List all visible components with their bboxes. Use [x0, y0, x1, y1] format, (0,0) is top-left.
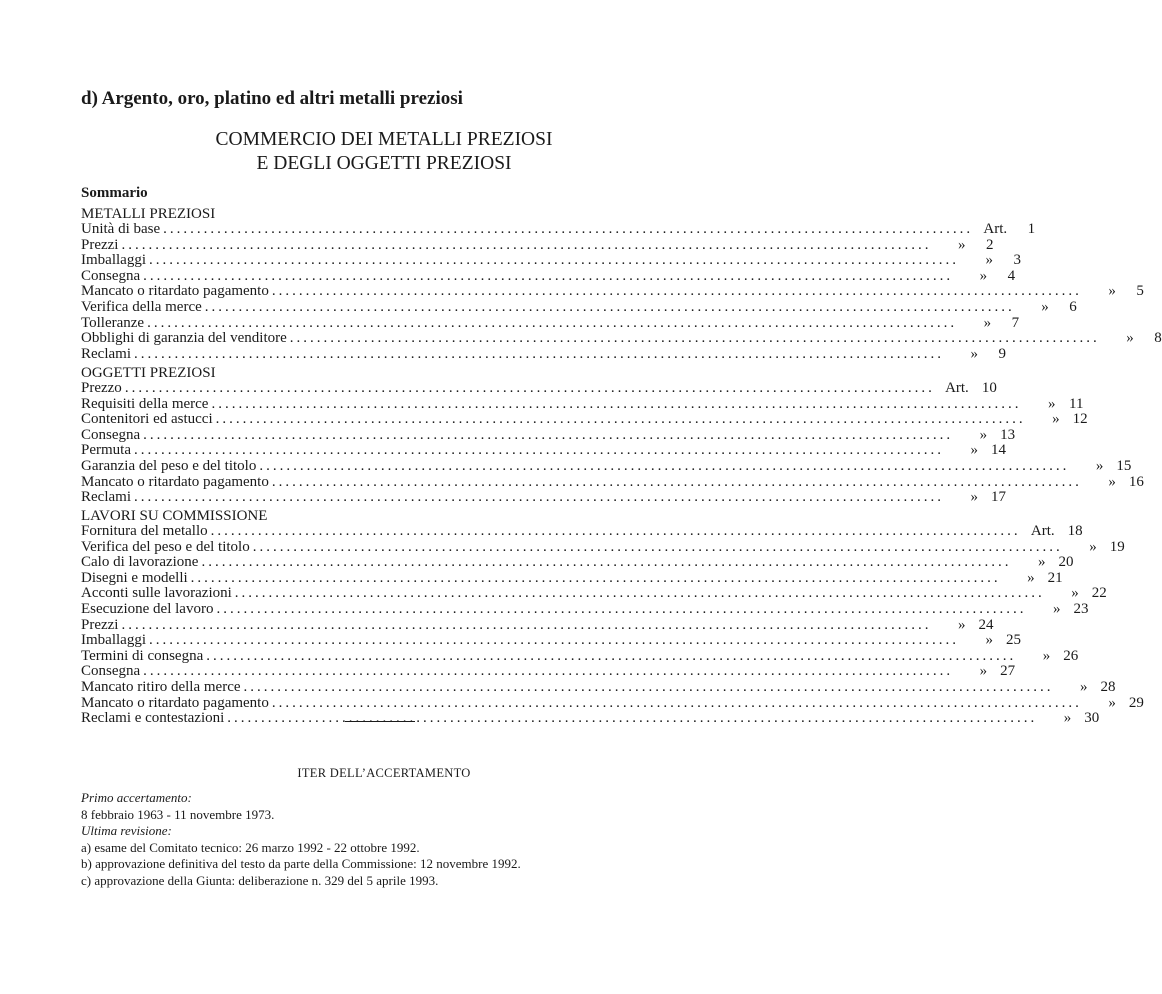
toc-leader-dots: ........................................................................................................................ [271, 283, 1082, 300]
primo-accertamento-label: Primo accertamento: [81, 790, 192, 805]
toc-entry-art: » [1047, 395, 1056, 412]
toc-entry-art: » [1108, 283, 1116, 300]
toc-leader-dots: ........................................................................................................................ [211, 395, 1022, 412]
toc-entry-label: Disegni e modelli [81, 569, 188, 586]
toc-entry-label: Calo di lavorazione [81, 554, 199, 571]
toc-entry-number: 5 [1136, 283, 1144, 300]
toc-entry [81, 616, 994, 634]
toc-entry-label: Unità di base [81, 221, 161, 237]
toc-entry-label: Mancato o ritardato pagamento [81, 283, 269, 300]
toc-list [81, 380, 1144, 506]
toc-entry-label: Verifica della merce [81, 298, 202, 315]
toc-entry-label: Permuta [81, 442, 131, 459]
toc-entry-number: 26 [1063, 647, 1079, 664]
toc-entry-art: Art. [1030, 523, 1055, 539]
toc-entry-art: » [979, 426, 988, 443]
toc-entry-number: 19 [1109, 538, 1125, 555]
toc-entry [81, 473, 1144, 491]
toc-entry [81, 538, 1125, 556]
toc-entry-label: Prezzo [81, 380, 122, 396]
toc-leader-dots: ........................................................................................................................ [134, 442, 944, 459]
toc-entry [81, 345, 1006, 363]
toc-entry-label: Prezzi [81, 236, 119, 253]
toc-entry-art: » [970, 442, 978, 459]
toc-entry [81, 569, 1063, 587]
toc-entry [81, 330, 1162, 347]
toc-leader-dots: ........................................................................................................................ [201, 554, 1012, 571]
section-heading: d) Argento, oro, platino ed altri metalli preziosi [81, 88, 463, 109]
primo-accertamento-value: 8 febbraio 1963 - 11 novembre 1973. [81, 806, 275, 822]
toc-entry [81, 632, 1021, 649]
toc-leader-dots: ........................................................................................................................ [210, 523, 1021, 539]
toc-entry-label: Requisiti della merce [81, 395, 209, 412]
toc-entry [81, 523, 1083, 540]
toc-entry-number: 4 [1007, 267, 1016, 284]
toc-entry-label: Reclami [81, 345, 131, 362]
toc-leader-dots: ........................................................................................................................ [143, 426, 954, 443]
toc-entry-number: 6 [1069, 298, 1077, 315]
toc-entry-number: 20 [1058, 554, 1074, 571]
toc-entry-art: » [1063, 710, 1072, 727]
toc-entry-number: 16 [1128, 473, 1144, 490]
page-title-line-1: COMMERCIO DEI METALLI PREZIOSI [215, 129, 553, 150]
toc-entry [81, 411, 1088, 428]
toc-entry-number: 7 [1011, 314, 1020, 331]
toc-list [81, 523, 1144, 727]
toc-entry-art: » [985, 252, 993, 269]
toc-entry-art: » [1095, 457, 1104, 474]
toc-entry [81, 489, 1006, 506]
toc-entry-label: Mancato o ritardato pagamento [81, 473, 269, 490]
toc-leader-dots: ........................................................................................................................ [147, 314, 958, 331]
toc-entry-number: 11 [1069, 395, 1084, 412]
toc-entry-number: 14 [991, 442, 1006, 459]
toc-entry-number: 23 [1073, 600, 1089, 617]
toc-leader-dots: ........................................................................................................................ [133, 345, 944, 362]
toc-entry-art: » [970, 345, 978, 362]
toc-leader-dots: ........................................................................................................................ [121, 616, 932, 633]
toc-entry-art: » [957, 616, 966, 633]
toc-entry [81, 283, 1144, 300]
toc-entry-art: » [1041, 298, 1049, 315]
toc-entry [81, 252, 1021, 269]
toc-entry-label: Fornitura del metallo [81, 523, 208, 539]
toc-entry-art: » [1042, 647, 1051, 664]
toc-group-title: METALLI PREZIOSI [81, 206, 216, 222]
toc-entry-label: Prezzi [81, 616, 119, 633]
toc-entry-art: » [1052, 600, 1061, 617]
toc-leader-dots: ........................................................................................................................ [206, 647, 1017, 664]
toc-entry-number: 1 [1027, 221, 1036, 237]
toc-entry [81, 585, 1107, 602]
toc-leader-dots: ........................................................................................................................ [252, 538, 1063, 555]
toc-entry-label: Reclami e contestazioni [81, 710, 225, 727]
toc-entry-label: Termini di consegna [81, 647, 204, 664]
toc-entry-number: 27 [1000, 663, 1016, 680]
toc-leader-dots: ........................................................................................................................ [243, 678, 1054, 695]
toc-entry-number: 12 [1072, 411, 1088, 428]
revision-step-c: c) approvazione della Giunta: deliberazione n. 329 del 5 aprile 1993. [81, 872, 439, 888]
toc-entry-art: Art. [945, 380, 969, 396]
toc-entry [81, 267, 1016, 285]
toc-leader-dots: ........................................................................................................................ [163, 221, 974, 237]
ultima-revisione-label: Ultima revisione: [81, 823, 172, 838]
page-title-line-2: E DEGLI OGGETTI PREZIOSI [256, 153, 512, 174]
toc-entry-label: Consegna [81, 663, 141, 680]
toc-leader-dots: ........................................................................................................................ [271, 694, 1082, 711]
toc-entry-label: Verifica del peso e del titolo [81, 538, 250, 555]
toc-entry [81, 298, 1077, 316]
toc-entry-label: Consegna [81, 267, 141, 284]
toc-entry-art: » [979, 663, 988, 680]
toc-entry [81, 236, 994, 254]
toc-entry-art: » [1080, 678, 1088, 695]
toc-entry-number: 13 [1000, 426, 1016, 443]
toc-entry [81, 314, 1020, 332]
toc-group-title: LAVORI SU COMMISSIONE [81, 508, 268, 524]
toc-entry-number: 2 [985, 236, 994, 253]
revision-step-a: a) esame del Comitato tecnico: 26 marzo 1992 - 22 ottobre 1992. [81, 839, 420, 855]
toc-leader-dots: ........................................................................................................................ [234, 585, 1045, 602]
toc-entry-number: 30 [1084, 710, 1100, 727]
toc-entry-art: » [979, 267, 988, 284]
toc-entry-art: » [957, 236, 966, 253]
toc-leader-dots: ........................................................................................................................ [204, 298, 1015, 315]
toc-leader-dots: ........................................................................................................................ [143, 267, 954, 284]
summary-heading: Sommario [81, 185, 148, 201]
toc-entry [81, 221, 1036, 238]
toc-entry-art: » [1089, 538, 1097, 555]
toc-entry-art: » [983, 314, 992, 331]
toc-entry-number: 22 [1091, 585, 1107, 602]
toc-entry-number: 18 [1067, 523, 1083, 539]
toc-entry [81, 442, 1006, 459]
revision-step-b: b) approvazione definitiva del testo da parte della Commissione: 12 novembre 1992. [81, 856, 521, 871]
toc-entry-label: Mancato ritiro della merce [81, 678, 241, 695]
toc-entry [81, 694, 1144, 712]
toc-entry-number: 15 [1116, 457, 1132, 474]
iter-title: ITER DELL’ACCERTAMENTO [297, 766, 471, 780]
toc-entry-label: Obblighi di garanzia del venditore [81, 330, 287, 347]
toc-entry-label: Tolleranze [81, 314, 145, 331]
toc-group-metalli-preziosi [81, 206, 1162, 362]
toc-entry-label: Garanzia del peso e del titolo [81, 457, 257, 474]
toc-leader-dots: ........................................................................................................................ [289, 330, 1100, 347]
toc-entry-art: » [1108, 473, 1116, 490]
toc-entry-number: 3 [1013, 252, 1021, 269]
toc-entry-label: Esecuzione del lavoro [81, 600, 214, 617]
toc-group-lavori-su-commissione [81, 508, 1144, 727]
toc-entry-art: » [1027, 569, 1035, 586]
toc-leader-dots: ........................................................................................................................ [148, 632, 959, 649]
section-divider [345, 721, 415, 722]
toc-leader-dots: ........................................................................................................................ [190, 569, 1001, 586]
toc-entry-art: » [1037, 554, 1046, 571]
toc-leader-dots: ........................................................................................................................ [121, 236, 932, 253]
toc-entry-number: 9 [998, 345, 1006, 362]
toc-entry-label: Consegna [81, 426, 141, 443]
toc-leader-dots: ........................................................................................................................ [227, 710, 1038, 727]
toc-entry-number: 28 [1100, 678, 1116, 695]
toc-entry-number: 17 [990, 489, 1006, 506]
toc-entry [81, 663, 1016, 680]
toc-entry-number: 10 [981, 380, 997, 396]
iter-block [81, 790, 681, 889]
toc-group-title: OGGETTI PREZIOSI [81, 365, 216, 381]
toc-entry-label: Reclami [81, 489, 131, 506]
toc-entry [81, 457, 1132, 475]
toc-entry-number: 25 [1005, 632, 1021, 649]
toc-list [81, 221, 1162, 362]
toc-entry [81, 600, 1089, 618]
toc-entry-art: » [1071, 585, 1079, 602]
toc-entry [81, 380, 997, 397]
toc-leader-dots: ........................................................................................................................ [271, 473, 1082, 490]
toc-entry-number: 24 [978, 616, 994, 633]
toc-entry [81, 554, 1074, 571]
toc-entry [81, 710, 1100, 727]
toc-entry-art: » [985, 632, 993, 649]
toc-entry-number: 8 [1154, 330, 1162, 347]
toc-entry-art: » [970, 489, 978, 506]
toc-entry-label: Contenitori ed astucci [81, 411, 213, 428]
toc-entry [81, 395, 1084, 413]
toc-entry-label: Acconti sulle lavorazioni [81, 585, 232, 602]
toc-leader-dots: ........................................................................................................................ [148, 252, 959, 269]
toc-entry-label: Imballaggi [81, 252, 146, 269]
toc-entry [81, 647, 1079, 665]
toc-entry-art: » [1108, 694, 1116, 711]
toc-entry-art: » [1126, 330, 1134, 347]
toc-leader-dots: ........................................................................................................................ [124, 380, 935, 396]
toc-group-oggetti-preziosi [81, 365, 1144, 506]
toc-entry-number: 21 [1047, 569, 1063, 586]
toc-leader-dots: ........................................................................................................................ [259, 457, 1070, 474]
toc-entry-label: Imballaggi [81, 632, 146, 649]
toc-leader-dots: ........................................................................................................................ [133, 489, 944, 506]
toc-leader-dots: ........................................................................................................................ [215, 411, 1026, 428]
toc-entry-label: Mancato o ritardato pagamento [81, 694, 269, 711]
toc-entry [81, 678, 1116, 696]
toc-leader-dots: ........................................................................................................................ [216, 600, 1027, 617]
toc-entry-number: 29 [1128, 694, 1144, 711]
toc-leader-dots: ........................................................................................................................ [143, 663, 954, 680]
toc-entry-art: Art. [983, 221, 1008, 237]
toc-entry-art: » [1052, 411, 1060, 428]
toc-entry [81, 426, 1016, 444]
